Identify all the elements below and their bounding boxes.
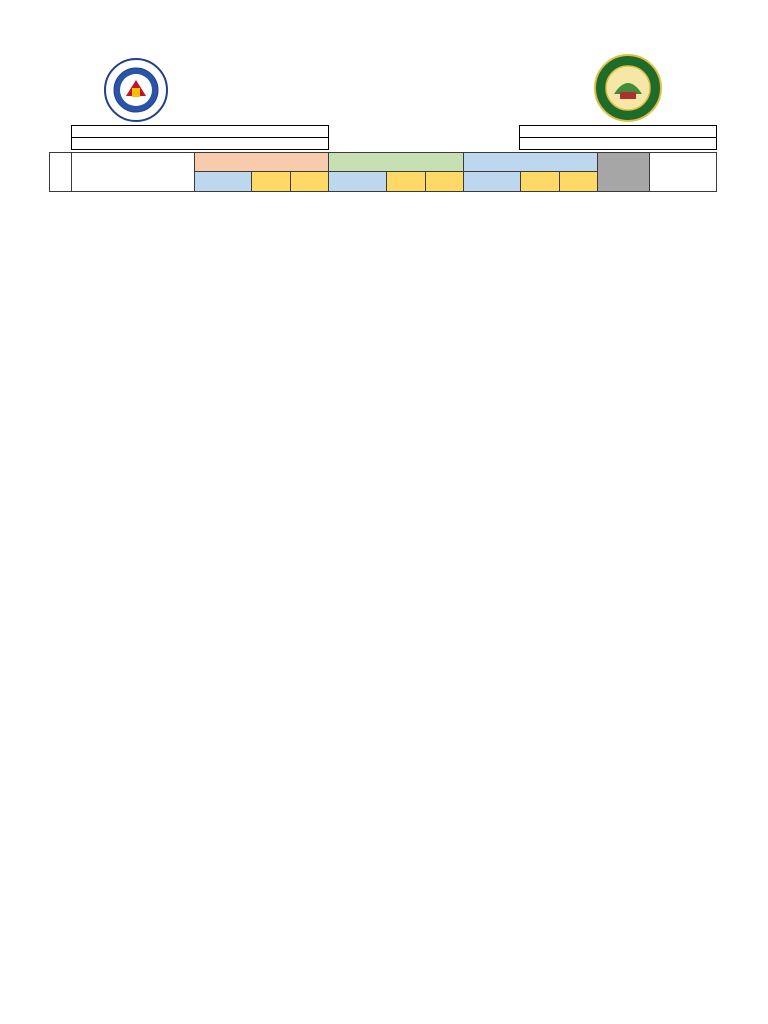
col-header-ww-ws [291, 172, 329, 192]
col-header-performance-tasks [329, 153, 464, 172]
col-header-learner-name [72, 153, 195, 192]
col-header-ww-total [195, 172, 252, 192]
teacher-info-box [71, 125, 329, 150]
col-header-no [50, 153, 72, 192]
col-header-quarterly-assessment [464, 153, 598, 172]
col-header-qa-total [464, 172, 521, 192]
school-seal-logo [594, 54, 662, 122]
col-header-quarterly-grade [650, 153, 717, 192]
col-header-initial-grade [598, 153, 650, 192]
subject-label [520, 137, 716, 149]
col-header-pt-ws [426, 172, 464, 192]
school-info-box [519, 125, 717, 150]
grading-table-top [49, 152, 717, 192]
col-header-written-works [195, 153, 329, 172]
col-header-qa-ps [521, 172, 560, 192]
grade-section-label [72, 137, 328, 149]
col-header-ww-ps [252, 172, 291, 192]
school-year-label [520, 126, 716, 137]
col-header-qa-ws [560, 172, 598, 192]
col-header-pt-ps [387, 172, 426, 192]
teacher-label [72, 126, 328, 137]
deped-seal-logo [104, 58, 168, 122]
col-header-pt-total [329, 172, 387, 192]
